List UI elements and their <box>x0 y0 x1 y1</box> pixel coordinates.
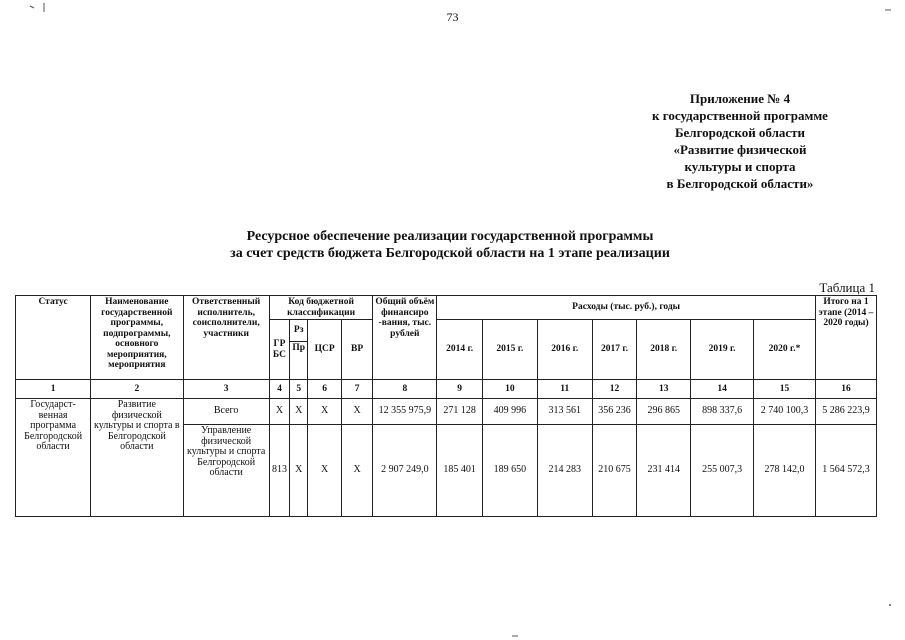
column-number: 4 <box>269 380 289 399</box>
header-expenses-group: Расходы (тыс. руб.), годы <box>437 296 816 320</box>
column-number: 11 <box>537 380 592 399</box>
column-number: 8 <box>373 380 437 399</box>
table-label: Таблица 1 <box>819 280 875 295</box>
column-number: 15 <box>754 380 816 399</box>
cell-stage-total: 5 286 223,9 <box>815 399 876 425</box>
cell-status: Государст-венная программа Белгородской области <box>16 399 91 517</box>
column-number: 2 <box>91 380 183 399</box>
header-year-2015: 2015 г. <box>483 320 538 380</box>
header-pr: Пр <box>290 342 308 380</box>
column-number: 16 <box>815 380 876 399</box>
header-name: Наименование государственной программы, подпрограммы, основного мероприятия, мероприятия <box>91 296 183 380</box>
header-grbs: ГР БС <box>269 320 289 380</box>
column-number: 12 <box>592 380 637 399</box>
cell-year: 271 128 <box>437 399 483 425</box>
cell-year: 231 414 <box>637 425 691 517</box>
appendix-line: «Развитие физической <box>673 142 807 157</box>
column-number: 10 <box>483 380 538 399</box>
cell-year: 898 337,6 <box>691 399 754 425</box>
column-number: 5 <box>290 380 308 399</box>
cell-vr: Х <box>341 399 372 425</box>
header-csr: ЦСР <box>308 320 342 380</box>
column-number: 1 <box>16 380 91 399</box>
resource-table <box>15 295 877 517</box>
cell-csr: Х <box>308 425 342 517</box>
cell-rz: Х <box>290 425 308 517</box>
cell-executor: Всего <box>183 399 269 425</box>
appendix-line: Приложение № 4 <box>689 91 791 106</box>
appendix-line: в Белгородской области» <box>666 176 814 191</box>
cell-total: 12 355 975,9 <box>373 399 437 425</box>
appendix-line: к государственной программе <box>652 108 828 123</box>
cell-year: 278 142,0 <box>754 425 816 517</box>
header-year-2017: 2017 г. <box>592 320 637 380</box>
cell-year: 210 675 <box>592 425 637 517</box>
header-rz: Рз <box>290 320 308 342</box>
cell-year: 214 283 <box>537 425 592 517</box>
cell-name: Развитие физической культуры и спорта в Белгородской области <box>91 399 183 517</box>
column-number: 13 <box>637 380 691 399</box>
cell-year: 409 996 <box>483 399 538 425</box>
cell-vr: Х <box>341 425 372 517</box>
cell-total: 2 907 249,0 <box>373 425 437 517</box>
header-year-2019: 2019 г. <box>691 320 754 380</box>
header-year-2020: 2020 г.* <box>754 320 816 380</box>
header-stage-total: Итого на 1 этапе (2014 – 2020 годы) <box>815 296 876 380</box>
appendix-line: Белгородской области <box>674 125 806 140</box>
column-number: 14 <box>691 380 754 399</box>
cell-executor: Управление физической культуры и спорта Белгородской области <box>183 425 269 517</box>
cell-grbs: 813 <box>269 425 289 517</box>
header-vr: ВР <box>341 320 372 380</box>
header-total-volume: Общий объём финансиро -вания, тыс. рублей <box>373 296 437 380</box>
cell-year: 313 561 <box>537 399 592 425</box>
header-year-2014: 2014 г. <box>437 320 483 380</box>
cell-year: 296 865 <box>637 399 691 425</box>
cell-grbs: Х <box>269 399 289 425</box>
appendix-line: культуры и спорта <box>684 159 796 174</box>
cell-rz: Х <box>290 399 308 425</box>
column-number: 7 <box>341 380 372 399</box>
cell-year: 189 650 <box>483 425 538 517</box>
header-executor: Ответственный исполнитель, соисполнители, участники <box>183 296 269 380</box>
page-number: 73 <box>446 10 459 24</box>
appendix-heading <box>600 90 880 192</box>
cell-year: 2 740 100,3 <box>754 399 816 425</box>
cell-stage-total: 1 564 572,3 <box>815 425 876 517</box>
cell-year: 356 236 <box>592 399 637 425</box>
title-line-2: за счет средств бюджета Белгородской области на 1 этапе реализации <box>230 246 670 261</box>
header-year-2018: 2018 г. <box>637 320 691 380</box>
header-code-group: Код бюджетной классификации <box>269 296 373 320</box>
document-title <box>150 228 750 262</box>
title-line-1: Ресурсное обеспечение реализации государственной программы <box>246 229 654 244</box>
cell-csr: Х <box>308 399 342 425</box>
cell-year: 255 007,3 <box>691 425 754 517</box>
column-number: 6 <box>308 380 342 399</box>
header-status: Статус <box>16 296 91 380</box>
column-number: 3 <box>183 380 269 399</box>
column-number: 9 <box>437 380 483 399</box>
table-row <box>16 399 877 425</box>
cell-year: 185 401 <box>437 425 483 517</box>
header-year-2016: 2016 г. <box>537 320 592 380</box>
